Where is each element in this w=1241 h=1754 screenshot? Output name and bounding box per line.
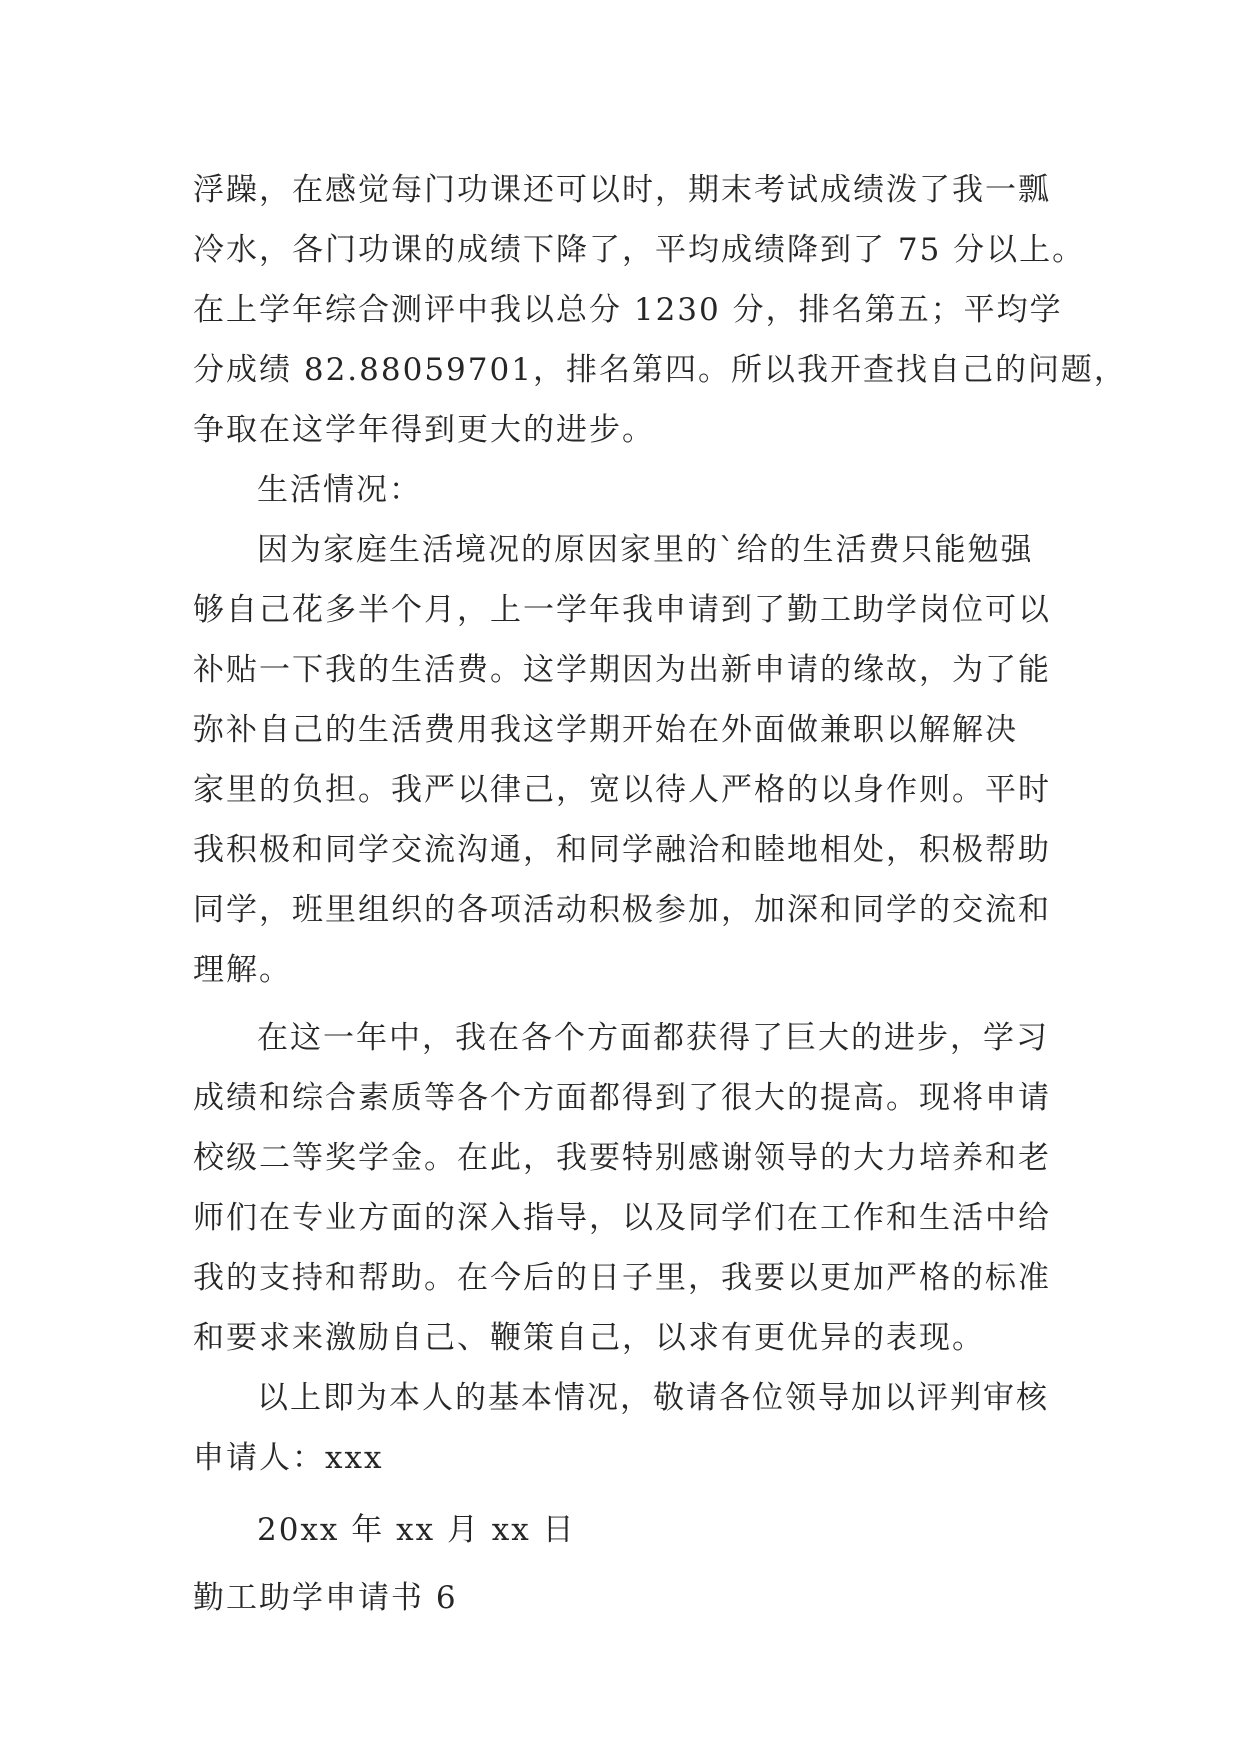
- text-line: 师们在专业方面的深入指导，以及同学们在工作和生活中给: [193, 1200, 1051, 1236]
- text-line: 分成绩 82.88059701，排名第四。所以我开查找自己的问题，: [193, 352, 1127, 388]
- document-body: [193, 160, 1127, 1628]
- text-line: 在这一年中，我在各个方面都获得了巨大的进步，学习: [257, 1020, 1049, 1056]
- section-title: 勤工助学申请书 6: [193, 1580, 458, 1616]
- applicant-line: 申请人：xxx: [193, 1440, 384, 1476]
- text-line: 补贴一下我的生活费。这学期因为出新申请的缘故，为了能: [193, 652, 1051, 688]
- text-line: 我积极和同学交流沟通，和同学融洽和睦地相处，积极帮助: [193, 832, 1051, 868]
- text-line: 浮躁，在感觉每门功课还可以时，期末考试成绩泼了我一瓢: [193, 172, 1051, 208]
- text-line: 理解。: [193, 952, 292, 988]
- text-line: 因为家庭生活境况的原因家里的`给的生活费只能勉强: [257, 532, 1034, 568]
- text-line: 以上即为本人的基本情况，敬请各位领导加以评判审核: [257, 1380, 1049, 1416]
- date-line: 20xx 年 xx 月 xx 日: [257, 1512, 576, 1548]
- text-line: 争取在这学年得到更大的进步。: [193, 412, 655, 448]
- text-line: 在上学年综合测评中我以总分 1230 分，排名第五；平均学: [193, 292, 1063, 328]
- text-line: 弥补自己的生活费用我这学期开始在外面做兼职以解解决: [193, 712, 1018, 748]
- section-heading: 生活情况：: [257, 472, 422, 508]
- text-line: 同学，班里组织的各项活动积极参加，加深和同学的交流和: [193, 892, 1051, 928]
- text-line: 冷水，各门功课的成绩下降了，平均成绩降到了 75 分以上。: [193, 232, 1086, 268]
- text-line: 和要求来激励自己、鞭策自己，以求有更优异的表现。: [193, 1320, 985, 1356]
- text-line: 够自己花多半个月，上一学年我申请到了勤工助学岗位可以: [193, 592, 1051, 628]
- text-line: 我的支持和帮助。在今后的日子里，我要以更加严格的标准: [193, 1260, 1051, 1296]
- text-line: 校级二等奖学金。在此，我要特别感谢领导的大力培养和老: [193, 1140, 1051, 1176]
- text-line: 家里的负担。我严以律己，宽以待人严格的以身作则。平时: [193, 772, 1051, 808]
- text-line: 成绩和综合素质等各个方面都得到了很大的提高。现将申请: [193, 1080, 1051, 1116]
